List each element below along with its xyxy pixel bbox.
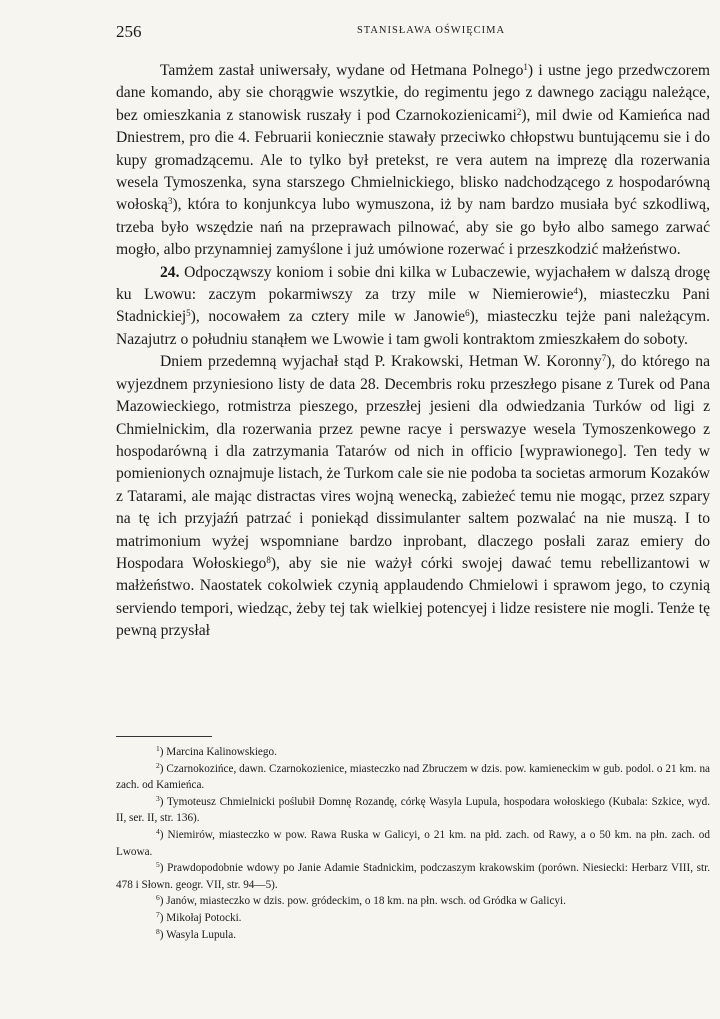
text-run: Tamżem zastał uniwersały, wydane od Hetmana Polnego (160, 62, 524, 79)
footnote-ref: 3 (167, 196, 173, 207)
footnote-number: 7 (156, 909, 160, 919)
footnote-number: 2 (156, 760, 160, 770)
footnote-text: ) Wasyla Lupula. (159, 928, 237, 941)
footnote-text: ) Marcina Kalinowskiego. (159, 746, 277, 758)
footnote-ref: 5 (186, 308, 191, 319)
section-number: 24. (160, 263, 180, 281)
footnote (116, 794, 710, 827)
text-run: ) i ustne jego przedwczorem dane komando, aby sie chorągwie wszytkie, do regimentu jego z dawnego zaciągu należące, bez omieszkania z stanowisk ruszały i pod Czarnokozienicami (116, 62, 711, 124)
paragraph (116, 351, 710, 642)
footnotes (116, 744, 710, 943)
footnote-ref: 2 (516, 106, 522, 117)
footnote (116, 927, 710, 944)
page-number: 256 (116, 22, 142, 41)
text-run: ), która to konjunkcya lubo wymuszona, iż by nam bardzo musiała być szkodliwą, trzeba było wszędzie nań na przeprawach pilnować, aby sie go było albo samego zarwać mogło, albo przynamniej zamyślone i już umówione rozerwać i przeszkodzić małżeństwo. (116, 196, 710, 259)
footnote-number: 1 (156, 744, 160, 753)
main-text (116, 60, 710, 643)
footnote-ref: 4 (573, 286, 579, 297)
footnote (116, 910, 710, 927)
page-header (116, 22, 706, 42)
footnote-text: ) Mikołaj Potocki. (159, 911, 242, 924)
footnote-text: ) Prawdopodobnie wdowy po Janie Adamie Stadnickim, podczaszym krakowskim (porówn. Niesiecki: Herbarz VIII, str. 478 i Słown. geogr. VII, str. 94—5). (116, 862, 710, 891)
footnote (116, 744, 710, 761)
footnote-text: ) Janów, miasteczko w dzis. pow. gródeckim, o 18 km. na płn. wsch. od Gródka w Galicyi. (159, 895, 566, 908)
text-run: ), miasteczku Pani Stadnickiej (116, 286, 710, 326)
footnote-text: ) Niemirów, miasteczko w pow. Rawa Ruska w Galicyi, o 21 km. na płd. zach. od Rawy, a o 50 km. na płn. zach. od Lwowa. (116, 828, 710, 858)
footnote-number: 6 (156, 893, 160, 903)
text-run: ), mil dwie od Kamieńca nad Dniestrem, pro die 4. Februarii koniecznie stawały przeciwko chłopstwu buntującemu sie i do kupy gromadzącemu. Ale to tylko był pretekst, re vera autem na imprezę dla rozerwania wesela Tymoszenka, syna starszego Chmielnickiego, blisko nadchodzącego z hospodarówną wołoską (116, 106, 710, 214)
footnote (116, 893, 710, 910)
footnote-ref: 6 (465, 308, 470, 319)
text-run: ), miasteczku tejże pani należącym. Nazajutrz o południu stanąłem we Lwowie i tam gwoli kontraktom zmieszkałem do soboty. (116, 308, 710, 348)
footnote-number: 8 (156, 926, 160, 936)
footnote-text: ) Czarnokozińce, dawn. Czarnokozienice, miasteczko nad Zbruczem w dzis. pow. kamieneckim w gub. podol. o 21 km. na zach. od Kamieńca. (116, 762, 710, 792)
text-run: Odpocząwszy koniom i sobie dni kilka w Lubaczewie, wyjachałem w dalszą drogę ku Lwowu: zaczym pokarmiwszy za trzy mile w Niemierowie (116, 263, 710, 304)
footnote (116, 827, 710, 860)
text-run: ), nocowałem za cztery mile w Janowie (190, 308, 466, 326)
paragraph (116, 262, 710, 352)
footnote-ref: 7 (601, 353, 607, 364)
footnote-ref: 1 (523, 62, 528, 72)
text-run: ), do którego na wyjezdnem przyniesiono listy de data 28. Decembris roku przeszłego pisane z Turek od Pana Mazowieckiego, rotmistrza pieszego, przeszłej jesieni dla odwiedzania Turków od ligi z Chmielnickim, dla rozerwania przez pewne racye i perswazye wesela Tymoszenkowego z hospodarówną i dla zatrzymania Tatarów od nich in officio [wyprawionego]. Ten tedy w pomienionych oznajmuje listach, że Turkom cale sie nie podoba ta societas armorum Kozaków z Tatarami, ale mając distractas vires wojną wenecką, zabieżeć temu nie mogąc, przez szpary na tę ich przyjaźń patrzać i poniekąd dissimulanter saltem pozwalać na nie muszą. I to matrimonium wyżej wspomniane bardzo inprobant, dlaczego posłali zaraz emiery do Hospodara Wołoskiego (116, 353, 710, 572)
footnote-ref: 8 (266, 554, 271, 565)
footnote-number: 3 (156, 793, 160, 803)
footnote-separator (116, 736, 212, 737)
text-run: Dniem przedemną wyjachał stąd P. Krakowski, Hetman W. Koronny (160, 353, 602, 371)
footnote (116, 860, 710, 893)
footnote-text: ) Tymoteusz Chmielnicki poślubił Domnę Rozandę, córkę Wasyla Lupula, hospodara wołoskiego (Kubala: Szkice, wyd. II, ser. II, str. 136). (116, 795, 710, 825)
text-run: ), aby sie nie ważył córki swojej dawać temu rebellizantowi w małżeństwo. Naostatek cokolwiek czynią applaudendo Chmielowi i sprawom jego, to czynią serviendo tempori, wiedząc, żeby tej tak wielkiej potencyej i lidze resistere nie mogli. Tenże tę pewną przysłał (116, 554, 711, 640)
running-head: STANISŁAWA OŚWIĘCIMA (356, 25, 506, 36)
paragraph (116, 60, 710, 262)
footnote-number: 4 (156, 826, 160, 836)
footnote-number: 5 (156, 860, 160, 870)
footnote (116, 761, 710, 794)
